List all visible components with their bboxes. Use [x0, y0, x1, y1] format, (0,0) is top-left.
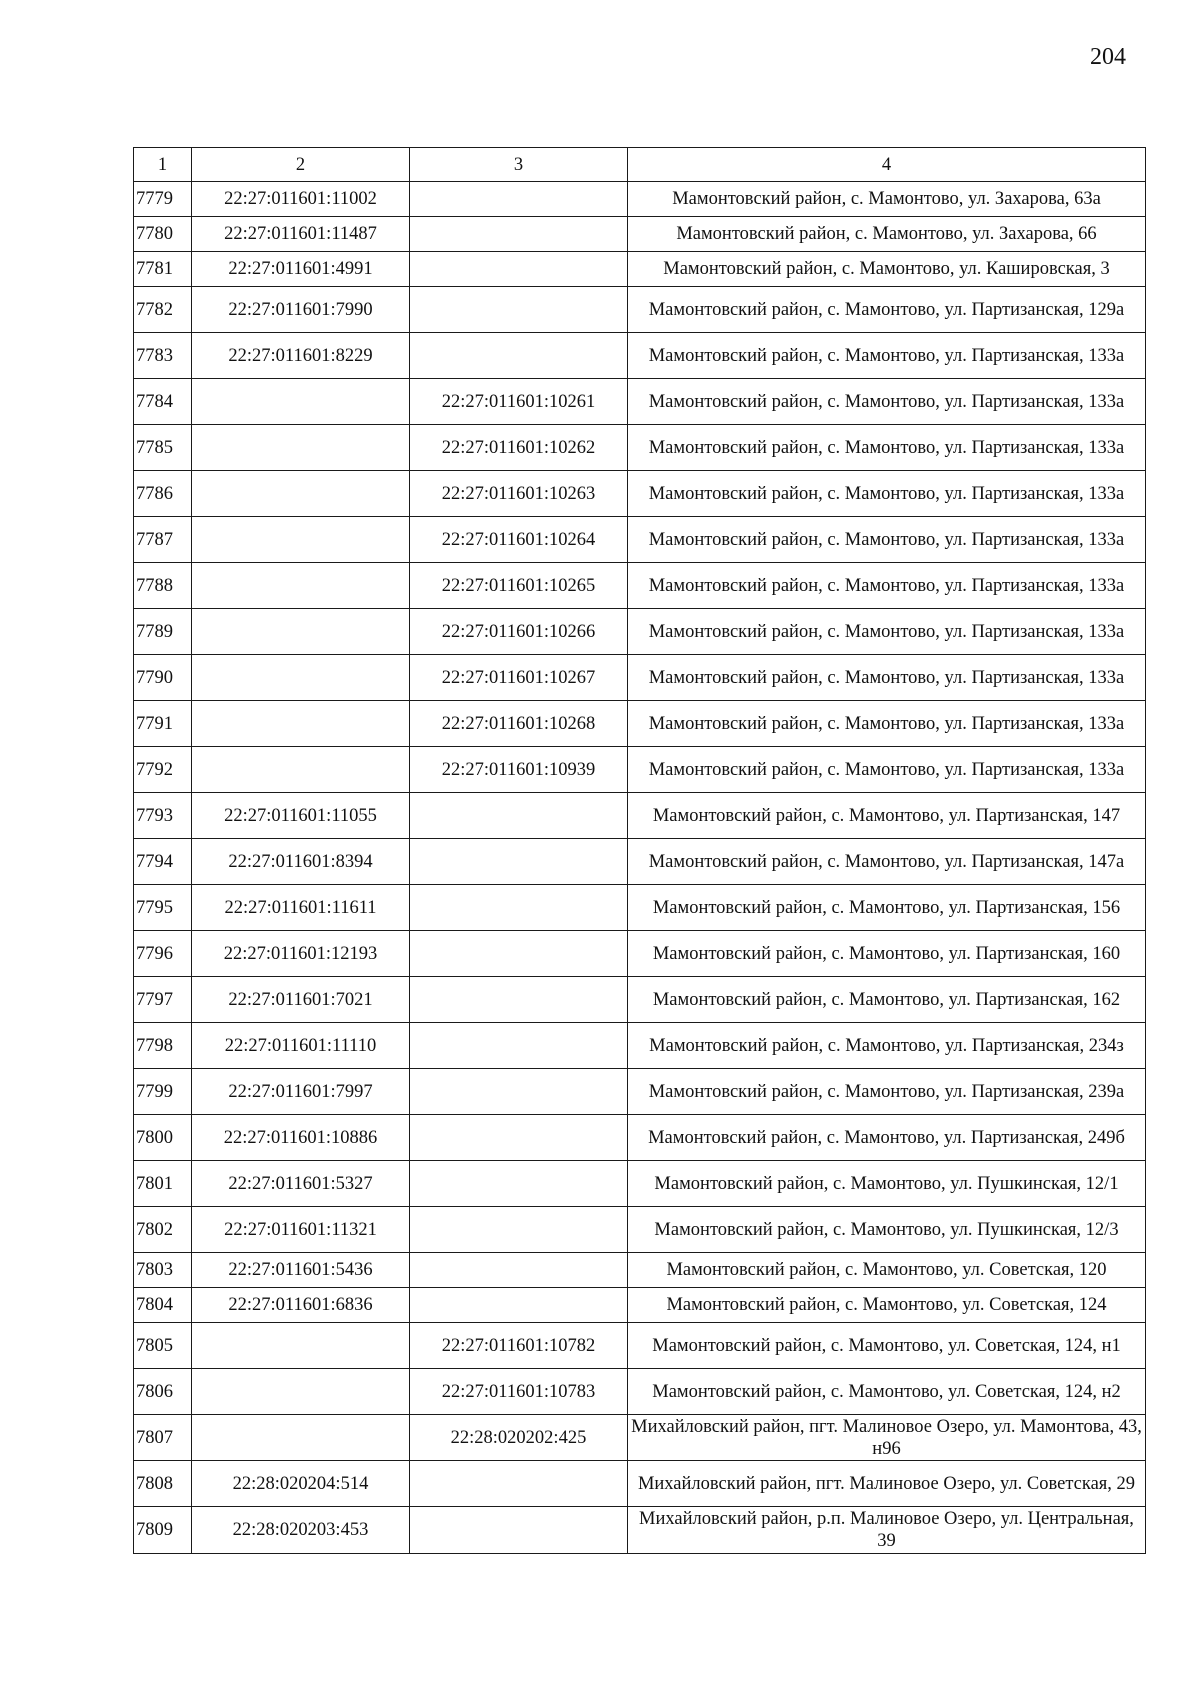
- related-cadastral-number-cell: [410, 793, 628, 839]
- address-cell: Мамонтовский район, с. Мамонтово, ул. Партизанская, 156: [628, 885, 1146, 931]
- row-number-cell: 7783: [134, 333, 192, 379]
- cadastral-number-cell: 22:27:011601:7997: [192, 1069, 410, 1115]
- table-row: [134, 747, 1146, 793]
- related-cadastral-number-cell: [410, 1161, 628, 1207]
- address-cell: Мамонтовский район, с. Мамонтово, ул. Партизанская, 239а: [628, 1069, 1146, 1115]
- table-row: [134, 182, 1146, 217]
- table-row: [134, 1069, 1146, 1115]
- table-row: [134, 977, 1146, 1023]
- related-cadastral-number-cell: [410, 1507, 628, 1554]
- address-cell: Мамонтовский район, с. Мамонтово, ул. Советская, 120: [628, 1253, 1146, 1288]
- header-cell-2: 2: [192, 148, 410, 182]
- table-row: [134, 701, 1146, 747]
- table-row: [134, 793, 1146, 839]
- cadastral-number-cell: 22:27:011601:8394: [192, 839, 410, 885]
- related-cadastral-number-cell: 22:27:011601:10266: [410, 609, 628, 655]
- related-cadastral-number-cell: 22:27:011601:10263: [410, 471, 628, 517]
- header-cell-4: 4: [628, 148, 1146, 182]
- table-row: [134, 217, 1146, 252]
- row-number-cell: 7806: [134, 1369, 192, 1415]
- related-cadastral-number-cell: 22:28:020202:425: [410, 1415, 628, 1461]
- related-cadastral-number-cell: [410, 252, 628, 287]
- address-cell: Мамонтовский район, с. Мамонтово, ул. Советская, 124: [628, 1288, 1146, 1323]
- related-cadastral-number-cell: [410, 1253, 628, 1288]
- row-number-cell: 7799: [134, 1069, 192, 1115]
- cadastral-number-cell: 22:27:011601:11611: [192, 885, 410, 931]
- row-number-cell: 7780: [134, 217, 192, 252]
- cadastral-number-cell: 22:27:011601:11110: [192, 1023, 410, 1069]
- related-cadastral-number-cell: 22:27:011601:10939: [410, 747, 628, 793]
- cadastral-number-cell: [192, 379, 410, 425]
- related-cadastral-number-cell: [410, 217, 628, 252]
- related-cadastral-number-cell: [410, 839, 628, 885]
- row-number-cell: 7802: [134, 1207, 192, 1253]
- address-cell: Мамонтовский район, с. Мамонтово, ул. Партизанская, 133а: [628, 655, 1146, 701]
- address-cell: Мамонтовский район, с. Мамонтово, ул. Партизанская, 133а: [628, 701, 1146, 747]
- row-number-cell: 7786: [134, 471, 192, 517]
- table-row: [134, 333, 1146, 379]
- table-row: [134, 287, 1146, 333]
- table-row: [134, 1253, 1146, 1288]
- address-cell: Мамонтовский район, с. Мамонтово, ул. Партизанская, 133а: [628, 563, 1146, 609]
- related-cadastral-number-cell: 22:27:011601:10261: [410, 379, 628, 425]
- row-number-cell: 7785: [134, 425, 192, 471]
- cadastral-number-cell: 22:27:011601:7021: [192, 977, 410, 1023]
- related-cadastral-number-cell: [410, 1115, 628, 1161]
- address-cell: Мамонтовский район, с. Мамонтово, ул. Партизанская, 147а: [628, 839, 1146, 885]
- related-cadastral-number-cell: 22:27:011601:10262: [410, 425, 628, 471]
- table-row: [134, 1461, 1146, 1507]
- table-row: [134, 252, 1146, 287]
- related-cadastral-number-cell: [410, 977, 628, 1023]
- cadastral-number-cell: [192, 655, 410, 701]
- row-number-cell: 7789: [134, 609, 192, 655]
- row-number-cell: 7793: [134, 793, 192, 839]
- table-row: [134, 1507, 1146, 1554]
- cadastral-number-cell: 22:27:011601:11487: [192, 217, 410, 252]
- related-cadastral-number-cell: [410, 1023, 628, 1069]
- address-cell: Мамонтовский район, с. Мамонтово, ул. Пушкинская, 12/3: [628, 1207, 1146, 1253]
- address-cell: Мамонтовский район, с. Мамонтово, ул. Партизанская, 133а: [628, 747, 1146, 793]
- header-cell-1: 1: [134, 148, 192, 182]
- related-cadastral-number-cell: 22:27:011601:10782: [410, 1323, 628, 1369]
- related-cadastral-number-cell: 22:27:011601:10268: [410, 701, 628, 747]
- table-row: [134, 425, 1146, 471]
- row-number-cell: 7801: [134, 1161, 192, 1207]
- address-cell: Мамонтовский район, с. Мамонтово, ул. Советская, 124, н2: [628, 1369, 1146, 1415]
- address-cell: Мамонтовский район, с. Мамонтово, ул. Кашировская, 3: [628, 252, 1146, 287]
- related-cadastral-number-cell: [410, 333, 628, 379]
- row-number-cell: 7798: [134, 1023, 192, 1069]
- header-row: [134, 148, 1146, 182]
- related-cadastral-number-cell: [410, 287, 628, 333]
- cadastral-number-cell: 22:27:011601:11055: [192, 793, 410, 839]
- related-cadastral-number-cell: [410, 885, 628, 931]
- table-row: [134, 517, 1146, 563]
- cadastral-number-cell: 22:27:011601:7990: [192, 287, 410, 333]
- table-row: [134, 1415, 1146, 1461]
- address-cell: Мамонтовский район, с. Мамонтово, ул. Советская, 124, н1: [628, 1323, 1146, 1369]
- related-cadastral-number-cell: 22:27:011601:10265: [410, 563, 628, 609]
- table-row: [134, 1288, 1146, 1323]
- row-number-cell: 7797: [134, 977, 192, 1023]
- cadastral-number-cell: 22:27:011601:8229: [192, 333, 410, 379]
- cadastral-number-cell: [192, 471, 410, 517]
- address-cell: Мамонтовский район, с. Мамонтово, ул. Партизанская, 133а: [628, 609, 1146, 655]
- table-row: [134, 563, 1146, 609]
- table-row: [134, 885, 1146, 931]
- cadastral-number-cell: [192, 563, 410, 609]
- cadastral-number-cell: 22:27:011601:10886: [192, 1115, 410, 1161]
- row-number-cell: 7808: [134, 1461, 192, 1507]
- cadastral-number-cell: [192, 609, 410, 655]
- cadastral-number-cell: [192, 425, 410, 471]
- cadastral-number-cell: 22:28:020203:453: [192, 1507, 410, 1554]
- row-number-cell: 7803: [134, 1253, 192, 1288]
- cadastral-number-cell: [192, 747, 410, 793]
- address-cell: Мамонтовский район, с. Мамонтово, ул. Партизанская, 133а: [628, 517, 1146, 563]
- related-cadastral-number-cell: [410, 931, 628, 977]
- row-number-cell: 7800: [134, 1115, 192, 1161]
- cadastral-number-cell: [192, 1415, 410, 1461]
- address-cell: Мамонтовский район, с. Мамонтово, ул. Партизанская, 162: [628, 977, 1146, 1023]
- address-cell: Мамонтовский район, с. Мамонтово, ул. Захарова, 66: [628, 217, 1146, 252]
- related-cadastral-number-cell: [410, 1461, 628, 1507]
- related-cadastral-number-cell: 22:27:011601:10783: [410, 1369, 628, 1415]
- row-number-cell: 7805: [134, 1323, 192, 1369]
- table-row: [134, 1161, 1146, 1207]
- related-cadastral-number-cell: [410, 1207, 628, 1253]
- table-row: [134, 931, 1146, 977]
- address-cell: Мамонтовский район, с. Мамонтово, ул. Партизанская, 129а: [628, 287, 1146, 333]
- cadastral-number-cell: [192, 701, 410, 747]
- row-number-cell: 7794: [134, 839, 192, 885]
- cadastral-number-cell: 22:27:011601:4991: [192, 252, 410, 287]
- table-row: [134, 1369, 1146, 1415]
- row-number-cell: 7791: [134, 701, 192, 747]
- related-cadastral-number-cell: [410, 1069, 628, 1115]
- row-number-cell: 7807: [134, 1415, 192, 1461]
- table-row: [134, 1207, 1146, 1253]
- cadastral-number-cell: 22:27:011601:12193: [192, 931, 410, 977]
- table-row: [134, 839, 1146, 885]
- table-row: [134, 1115, 1146, 1161]
- address-cell: Мамонтовский район, с. Мамонтово, ул. Пушкинская, 12/1: [628, 1161, 1146, 1207]
- address-cell: Мамонтовский район, с. Мамонтово, ул. Партизанская, 147: [628, 793, 1146, 839]
- row-number-cell: 7790: [134, 655, 192, 701]
- table-row: [134, 655, 1146, 701]
- cadastral-number-cell: [192, 1369, 410, 1415]
- address-cell: Мамонтовский район, с. Мамонтово, ул. Партизанская, 160: [628, 931, 1146, 977]
- registry-table: [133, 147, 1146, 1554]
- table-row: [134, 1023, 1146, 1069]
- address-cell: Мамонтовский район, с. Мамонтово, ул. Партизанская, 133а: [628, 379, 1146, 425]
- row-number-cell: 7792: [134, 747, 192, 793]
- address-cell: Михайловский район, пгт. Малиновое Озеро, ул. Советская, 29: [628, 1461, 1146, 1507]
- related-cadastral-number-cell: 22:27:011601:10264: [410, 517, 628, 563]
- row-number-cell: 7779: [134, 182, 192, 217]
- address-cell: Мамонтовский район, с. Мамонтово, ул. Партизанская, 249б: [628, 1115, 1146, 1161]
- cadastral-number-cell: 22:27:011601:11321: [192, 1207, 410, 1253]
- cadastral-number-cell: 22:27:011601:5327: [192, 1161, 410, 1207]
- row-number-cell: 7782: [134, 287, 192, 333]
- address-cell: Мамонтовский район, с. Мамонтово, ул. Партизанская, 234з: [628, 1023, 1146, 1069]
- page-number: 204: [1090, 44, 1126, 70]
- row-number-cell: 7787: [134, 517, 192, 563]
- cadastral-number-cell: 22:27:011601:6836: [192, 1288, 410, 1323]
- address-cell: Мамонтовский район, с. Мамонтово, ул. Захарова, 63а: [628, 182, 1146, 217]
- row-number-cell: 7788: [134, 563, 192, 609]
- cadastral-number-cell: [192, 517, 410, 563]
- related-cadastral-number-cell: [410, 1288, 628, 1323]
- row-number-cell: 7781: [134, 252, 192, 287]
- cadastral-number-cell: 22:27:011601:11002: [192, 182, 410, 217]
- address-cell: Михайловский район, пгт. Малиновое Озеро, ул. Мамонтова, 43, н96: [628, 1415, 1146, 1461]
- row-number-cell: 7795: [134, 885, 192, 931]
- address-cell: Мамонтовский район, с. Мамонтово, ул. Партизанская, 133а: [628, 333, 1146, 379]
- address-cell: Михайловский район, р.п. Малиновое Озеро, ул. Центральная, 39: [628, 1507, 1146, 1554]
- related-cadastral-number-cell: 22:27:011601:10267: [410, 655, 628, 701]
- row-number-cell: 7809: [134, 1507, 192, 1554]
- cadastral-number-cell: 22:28:020204:514: [192, 1461, 410, 1507]
- address-cell: Мамонтовский район, с. Мамонтово, ул. Партизанская, 133а: [628, 425, 1146, 471]
- row-number-cell: 7804: [134, 1288, 192, 1323]
- row-number-cell: 7796: [134, 931, 192, 977]
- related-cadastral-number-cell: [410, 182, 628, 217]
- table-row: [134, 1323, 1146, 1369]
- row-number-cell: 7784: [134, 379, 192, 425]
- address-cell: Мамонтовский район, с. Мамонтово, ул. Партизанская, 133а: [628, 471, 1146, 517]
- cadastral-number-cell: [192, 1323, 410, 1369]
- table-body: [134, 182, 1146, 1554]
- table-row: [134, 609, 1146, 655]
- table-row: [134, 379, 1146, 425]
- header-cell-3: 3: [410, 148, 628, 182]
- table-row: [134, 471, 1146, 517]
- cadastral-number-cell: 22:27:011601:5436: [192, 1253, 410, 1288]
